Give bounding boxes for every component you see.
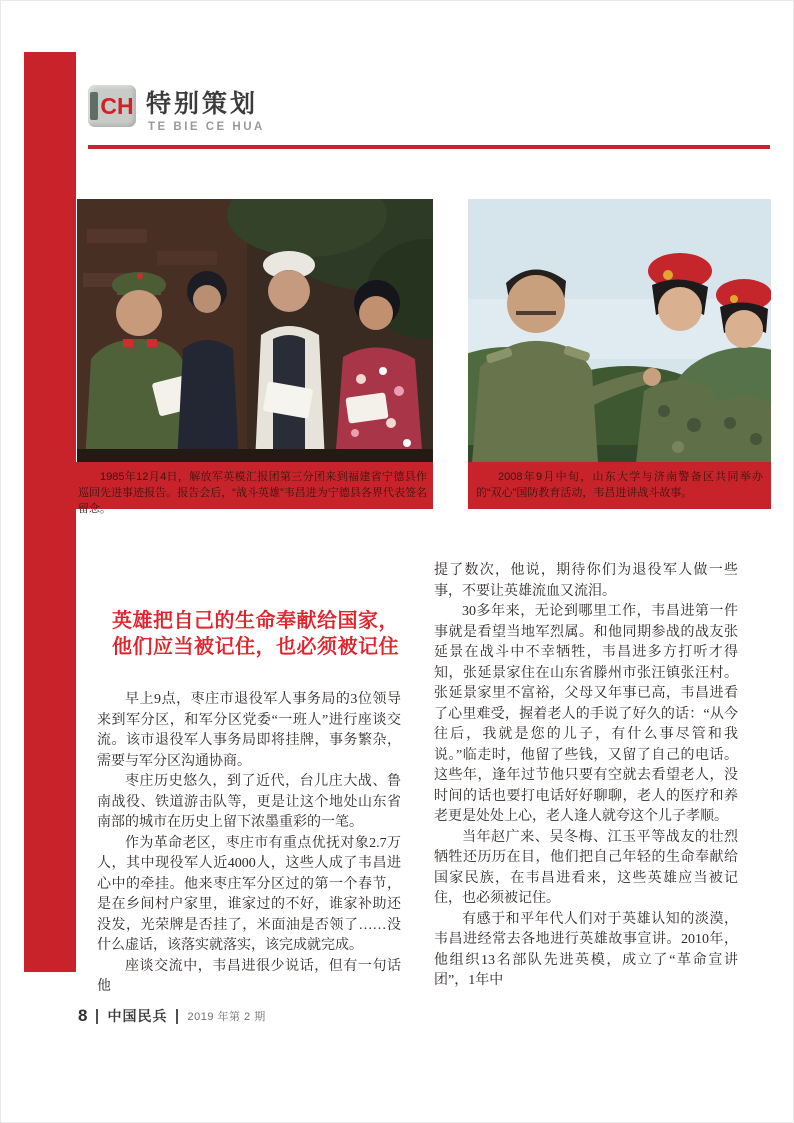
- ch-logo-tab: [90, 92, 98, 120]
- article-body-right: [434, 561, 738, 992]
- photo-caption-1985: 1985年12月4日，解放军英模汇报团第三分团来到福建省宁德县作巡回先进事迹报告。报告会后，“战斗英雄”韦昌进为宁德县各界代表签名留念。: [24, 462, 433, 509]
- paragraph-right-4: 有感于和平年代人们对于英雄认知的淡漠，韦昌进经常去各地进行英雄故事宣讲。2010年，他组织13名部队先进英模，成立了“革命宣讲团”，1年中: [434, 911, 738, 988]
- ch-logo-abbr: CH: [100, 93, 134, 119]
- paragraph-left-2: 枣庄历史悠久，到了近代，台儿庄大战、鲁南战役、铁道游击队等，更是让这个地处山东省南部的城市在历史上留下浓墨重彩的一笔。: [97, 774, 401, 830]
- photo-1985-signing: [77, 199, 433, 463]
- paragraph-right-3: 当年赵广来、吴冬梅、江玉平等战友的壮烈牺牲还历历在目，他们把自己年轻的生命奉献给国家民族，在韦昌进看来，这些英雄应当被记住，也必须被记住。: [434, 829, 738, 906]
- header-rule: [88, 145, 770, 149]
- paragraph-left-1: 早上9点，枣庄市退役军人事务局的3位领导来到军分区，和军分区党委“一班人”进行座谈交流。该市退役军人事务局即将挂牌，事务繁杂，需要与军分区沟通协商。: [97, 692, 401, 769]
- left-red-sidebar: [24, 52, 76, 972]
- issue-label: 2019 年第 2 期: [187, 1011, 266, 1023]
- magazine-name: 中国民兵: [107, 1008, 168, 1024]
- article-body-left: [97, 690, 401, 998]
- paragraph-right-2: 30多年来，无论到哪里工作，韦昌进第一件事就是看望当地军烈属。和他同期参战的战友张延景在战斗中不幸牺牲，韦昌进多方打听才得知，张延景家住在山东省滕州市张汪镇张汪村。张延景家里不富裕，父母又年事已高，韦昌进看了心里难受，握着老人的手说了好久的话：“从今往后，我就是您的儿子，有什么事尽管和我说。”临走时，他留了些钱，又留了自己的电话。这些年，逢年过节他只要有空就去看望老人，没时间的话也要打电话好好聊聊，老人的医疗和养老更是处处上心，老人逢人就夸这个儿子孝顺。: [434, 604, 738, 824]
- article-heading-line2: 他们应当被记住，也必须被记住: [112, 636, 399, 658]
- article-heading-line1: 英雄把自己的生命奉献给国家，: [112, 610, 399, 632]
- page-number: 8: [78, 1006, 88, 1025]
- paragraph-left-4: 座谈交流中，韦昌进很少说话，但有一句话他: [97, 958, 401, 994]
- photo-caption-2008: 2008年9月中旬，山东大学与济南警备区共同举办的“双心”国防教育活动，韦昌进讲战斗故事。: [468, 462, 771, 509]
- page-footer: [78, 1006, 266, 1026]
- photo-1985-illustration: [77, 199, 433, 463]
- section-subtitle-pinyin: TE BIE CE HUA: [148, 121, 265, 133]
- article-column-left: [97, 608, 401, 998]
- photo-2008-storytelling: [468, 199, 771, 463]
- ch-logo: [88, 85, 136, 127]
- footer-divider: [96, 1009, 98, 1024]
- paragraph-right-1: 提了数次，他说，期待你们为退役军人做一些事，不要让英雄流血又流泪。: [434, 563, 738, 599]
- section-title: 特别策划: [146, 90, 259, 118]
- footer-divider: [176, 1009, 178, 1024]
- article-heading: [97, 608, 401, 660]
- photo-2008-illustration: [468, 199, 771, 463]
- article-column-right: [434, 561, 738, 992]
- paragraph-left-3: 作为革命老区，枣庄市有重点优抚对象2.7万人，其中现役军人近4000人，这些人成了韦昌进心中的牵挂。他来枣庄军分区过的第一个春节，是在乡间村户家里，谁家过的不好，谁家补助还没发，光荣牌是否挂了，米面油是否领了……没什么虚话，该落实就落实，该完成就完成。: [97, 835, 401, 953]
